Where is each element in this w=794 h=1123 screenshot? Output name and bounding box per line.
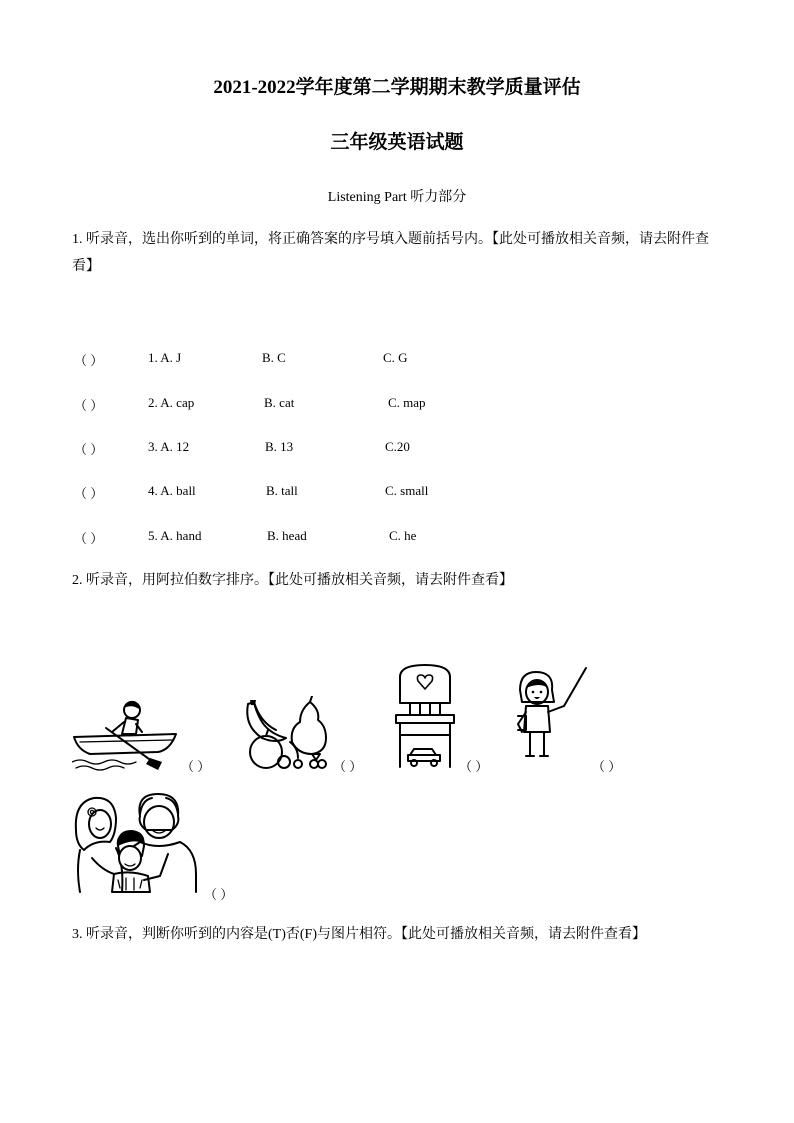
picture-4-paren[interactable]: （ ） <box>592 759 622 774</box>
picture-3-paren[interactable]: （ ） <box>459 759 489 774</box>
answer-paren[interactable]: （ ） <box>74 531 104 546</box>
chair-icon <box>392 663 458 769</box>
answer-paren[interactable]: （ ） <box>74 398 104 413</box>
picture-2-paren[interactable]: （ ） <box>333 759 363 774</box>
option-b: B. 13 <box>265 439 294 454</box>
exam-subtitle: 三年级英语试题 <box>330 132 464 153</box>
option-a: 3. A. 12 <box>148 439 190 454</box>
picture-5-paren[interactable]: （ ） <box>204 887 234 902</box>
picture-1-paren[interactable]: （ ） <box>181 759 211 774</box>
question-3-prompt: 3. 听录音，判断你听到的内容是(T)否(F)与图片相符。【此处可播放相关音频，请去附件查看】 <box>72 927 646 942</box>
family-icon <box>72 784 200 894</box>
answer-paren[interactable]: （ ） <box>74 486 104 501</box>
option-b: B. head <box>267 528 307 543</box>
exam-title: 2021-2022学年度第二学期期末教学质量评估 <box>213 77 581 98</box>
option-b: B. cat <box>264 395 295 410</box>
fruits-icon <box>240 696 330 772</box>
option-a: 5. A. hand <box>148 528 202 543</box>
answer-paren[interactable]: （ ） <box>74 353 104 368</box>
question-2-prompt: 2. 听录音，用阿拉伯数字排序。【此处可播放相关音频，请去附件查看】 <box>72 573 513 588</box>
option-a: 2. A. cap <box>148 395 195 410</box>
option-a: 1. A. J <box>148 350 182 365</box>
question-1-prompt: 1. 听录音，选出你听到的单词，将正确答案的序号填入题前括号内。【此处可播放相关音频，请去附件查看】 <box>72 232 709 274</box>
answer-paren[interactable]: （ ） <box>74 442 104 457</box>
option-c: C. small <box>385 483 429 498</box>
rowing-boat-icon <box>72 692 182 772</box>
option-c: C. map <box>388 395 426 410</box>
option-b: B. C <box>262 350 286 365</box>
option-b: B. tall <box>266 483 298 498</box>
section-heading: Listening Part 听力部分 <box>327 190 467 205</box>
option-c: C. he <box>389 528 417 543</box>
option-c: C. G <box>383 350 408 365</box>
option-c: C.20 <box>385 439 410 454</box>
teacher-girl-icon <box>512 666 590 766</box>
option-a: 4. A. ball <box>148 483 196 498</box>
